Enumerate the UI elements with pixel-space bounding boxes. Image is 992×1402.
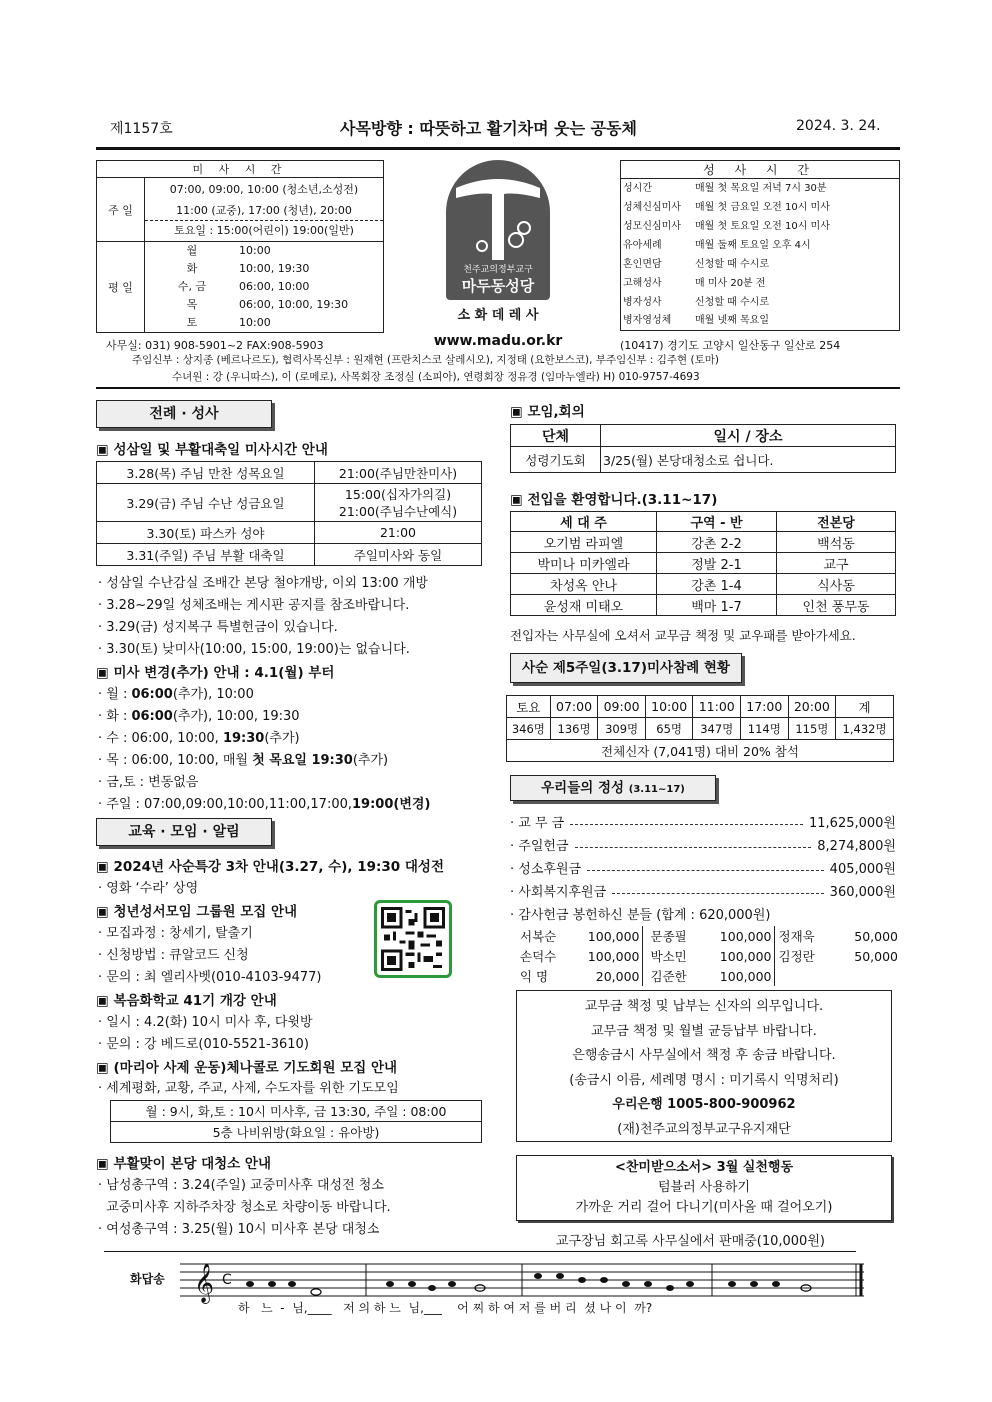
welcome-cell: 강촌 1-4 [657, 574, 777, 595]
sacrament-name: 성체신심미사 [623, 202, 681, 213]
offering-row: · 주일헌금 8,274,800원 [510, 835, 896, 854]
welcome-note: 전입자는 사무실에 오셔서 교무금 책정 및 교우패를 받아가세요. [510, 628, 856, 643]
mass-change-line: · 수 : 06:00, 10:00, 19:30(추가) [98, 731, 300, 746]
holyweek-note: · 3.28~29일 성체조배는 게시판 공지를 참조바랍니다. [98, 598, 410, 613]
weekday-time: 10:00 [239, 316, 271, 329]
weekday-time: 06:00, 10:00 [239, 280, 310, 293]
welcome-cell: 백마 1-7 [657, 595, 777, 616]
mass-change-line: · 주일 : 07:00,09:00,10:00,11:00,17:00,19:00(변경) [98, 797, 431, 812]
issue-number: 제1157호 [110, 121, 173, 137]
prayer-schedule: 월 : 9시, 화,토 : 10시 미사후, 금 13:30, 주일 : 08:00 [111, 1101, 482, 1122]
notice-box [516, 990, 892, 1142]
sacrament-time: 매월 첫 토요일 오전 10시 미사 [695, 221, 830, 232]
address: (10417) 경기도 고양시 일산동구 일산로 254 [620, 339, 841, 352]
welcome-header: 구역 - 반 [657, 512, 777, 532]
attendance-header: 17:00 [741, 696, 789, 718]
qr-code[interactable] [374, 900, 452, 978]
holyweek-day: 3.28(목) 주님 만찬 성목요일 [97, 462, 315, 484]
attendance-value: 115명 [788, 718, 836, 740]
donor-name: 김정란 [778, 949, 815, 964]
attendance-value: 114명 [741, 718, 789, 740]
donors-table [520, 926, 898, 986]
weekday-day: 토 [186, 316, 198, 329]
mass-change-line: · 월 : 06:00(추가), 10:00 [98, 687, 254, 702]
attendance-value: 65명 [645, 718, 693, 740]
staff-line: 수녀원 : 강 (우니따스), 이 (로메로), 사목회장 조정실 (소피아), 연령회장 정유경 (임마누엘라) H) 010-9757-4693 [172, 371, 700, 383]
sacrament-time: 매월 첫 금요일 오전 10시 미사 [695, 202, 830, 213]
patron-saint: 소 화 데 레 사 [457, 308, 539, 323]
weekday-day: 화 [186, 262, 198, 275]
sacrament-name: 유아세례 [623, 240, 662, 251]
thanks-title: · 감사헌금 봉헌하신 분들 (합계 : 620,000원) [510, 908, 771, 923]
mass-change-line: · 화 : 06:00(추가), 10:00, 19:30 [98, 709, 300, 724]
welcome-cell: 오기범 라피엘 [511, 532, 657, 553]
attendance-header: 계 [836, 696, 894, 718]
donor-name: 김준한 [650, 969, 687, 984]
welcome-cell: 교구 [777, 553, 896, 574]
school-line: · 문의 : 강 베드로(010-5521-3610) [98, 1037, 309, 1052]
mass-times-title: 미 사 시 간 [97, 161, 384, 178]
svg-text:𝄞: 𝄞 [194, 1263, 215, 1303]
sacrament-name: 성시간 [623, 183, 652, 194]
welcome-cell: 윤성재 미태오 [511, 595, 657, 616]
youth-line: · 문의 : 최 엘리사벳(010-4103-9477) [98, 970, 322, 985]
welcome-title: ▣ 전입을 환영합니다.(3.11~17) [510, 492, 718, 508]
meeting-info: 3/25(월) 본당대청소로 쉽니다. [601, 447, 896, 473]
meetings-header: 단체 [511, 425, 601, 447]
svg-text:C: C [222, 1272, 232, 1288]
weekday-day: 목 [186, 298, 198, 311]
sacrament-name: 병자영성체 [623, 315, 672, 326]
clean-title: ▣ 부활맞이 본당 대청소 안내 [96, 1156, 272, 1172]
sacrament-name: 병자성사 [623, 297, 662, 308]
issue-date: 2024. 3. 24. [796, 118, 881, 134]
diocese-name: 천주교의정부교구 [463, 265, 533, 275]
holyweek-note: · 3.29(금) 성지복구 특별헌금이 있습니다. [98, 620, 338, 635]
clergy-line: 주임신부 : 상지종 (베르나르도), 협력사목신부 : 원재현 (프란치스코 살레시오), 지정태 (요한보스코), 부주임신부 : 김주현 (토마) [132, 354, 719, 366]
mass-change-title: ▣ 미사 변경(추가) 안내 : 4.1(월) 부터 [96, 665, 335, 681]
donor-amount: 100,000 [570, 926, 642, 946]
donor-amount: 100,000 [698, 946, 774, 966]
parish-name: 마두동성당 [461, 277, 535, 295]
holyweek-time: 21:00(주님수난예식) [338, 503, 458, 519]
sacrament-time: 신청할 때 수시로 [695, 259, 769, 270]
donor-amount: 50,000 [854, 928, 898, 944]
welcome-header: 세 대 주 [511, 512, 657, 532]
holyweek-day: 3.30(토) 파스카 성야 [97, 522, 315, 544]
psalm-rule [104, 1251, 856, 1252]
sacraments-title: 성 사 시 간 [621, 161, 900, 179]
lecture-title: ▣ 2024년 사순특강 3차 안내(3.27, 수), 19:30 대성전 [96, 859, 444, 875]
sacrament-time: 매월 넷째 목요일 [695, 315, 769, 326]
attendance-header: 07:00 [550, 696, 598, 718]
holyweek-note: · 3.30(토) 낮미사(10:00, 15:00, 19:00)는 없습니다. [98, 642, 410, 657]
mass-change-line: · 목 : 06:00, 10:00, 매월 첫 목요일 19:30(추가) [98, 753, 389, 768]
lecture-line: · 영화 ‘수라’ 상영 [98, 881, 199, 896]
sunday-label: 주 일 [97, 178, 145, 242]
sacrament-name: 고해성사 [623, 278, 662, 289]
welcome-cell: 인천 풍무동 [777, 595, 896, 616]
holyweek-time: 21:00(주님만찬미사) [315, 462, 482, 484]
attendance-value: 309명 [598, 718, 646, 740]
sacrament-time: 매월 둘째 토요일 오후 4시 [695, 240, 811, 251]
holyweek-note: · 성삼일 수난감실 조배간 본당 철야개방, 이외 13:00 개방 [98, 576, 428, 591]
psalm-lyrics: 하 느 - 님,____ 저 의 하 느 님,___ 어 찌 하 여 저 를 버 리 셨 나 이 까? [238, 1301, 653, 1315]
attendance-value: 347명 [693, 718, 741, 740]
attendance-title: 사순 제5주일(3.17)미사참례 현황 [510, 653, 742, 683]
school-title: ▣ 복음화학교 41기 개강 안내 [96, 993, 277, 1009]
weekday-time: 10:00, 19:30 [239, 262, 310, 275]
holyweek-time: 주일미사와 동일 [315, 544, 482, 566]
donor-name: 익 명 [520, 969, 549, 984]
youth-line: · 신청방법 : 큐알코드 신청 [98, 948, 249, 963]
laudato-line: 가까운 거리 걸어 다니기(미사올 때 걸어오기) [575, 1200, 833, 1215]
meetings-title: ▣ 모임,회의 [510, 404, 585, 420]
contact-rule [96, 387, 900, 389]
sacrament-time: 매 미사 20분 전 [695, 278, 766, 289]
holyweek-day: 3.31(주일) 주님 부활 대축일 [97, 544, 315, 566]
prayer-location: 5층 나비위방(화요일 : 유아방) [111, 1122, 482, 1143]
attendance-header: 11:00 [693, 696, 741, 718]
donor-amount: 20,000 [570, 966, 642, 986]
sacrament-name: 성모신심미사 [623, 221, 681, 232]
prayer-box [110, 1100, 482, 1143]
attendance-header: 20:00 [788, 696, 836, 718]
donor-amount: 100,000 [698, 966, 774, 986]
motto: 사목방향 : 따뜻하고 활기차며 웃는 공동체 [340, 119, 638, 138]
parish-logo [446, 160, 550, 300]
weekday-time: 06:00, 10:00, 19:30 [239, 298, 349, 311]
weekday-day: 월 [186, 244, 198, 257]
laudato-title: <찬미받으소서> 3월 실천행동 [614, 1160, 794, 1175]
psalm-label: 화답송 [130, 1272, 165, 1286]
attendance-value: 346명 [507, 718, 551, 740]
donor-name: 문종필 [650, 929, 687, 944]
school-line: · 일시 : 4.2(화) 10시 미사 후, 다윗방 [98, 1015, 313, 1030]
attendance-header: 토요 [507, 696, 551, 718]
holyweek-title: ▣ 성삼일 및 부활대축일 미사시간 안내 [96, 442, 328, 458]
welcome-table [510, 511, 896, 616]
attendance-value: 136명 [550, 718, 598, 740]
prayer-line: · 세계평화, 교황, 주교, 사제, 수도자를 위한 기도모임 [98, 1081, 399, 1096]
holyweek-time: 15:00(십자가의길) [344, 486, 452, 502]
clean-line: · 남성총구역 : 3.24(주일) 교중미사후 대성전 청소 [98, 1178, 384, 1193]
notice-line: 교무금 책정 및 월별 균등납부 바랍니다. [591, 1023, 817, 1039]
welcome-cell: 차성옥 안나 [511, 574, 657, 595]
meeting-group: 성령기도회 [511, 447, 601, 473]
notice-line: 은행송금시 사무실에서 책정 후 송금 바랍니다. [572, 1048, 836, 1063]
holyweek-day: 3.29(금) 주님 수난 성금요일 [97, 484, 315, 522]
clean-line: · 여성총구역 : 3.25(월) 10시 미사후 본당 대청소 [98, 1222, 380, 1237]
welcome-cell: 강촌 2-2 [657, 532, 777, 553]
sacrament-name: 혼인면담 [623, 259, 662, 270]
donor-amount: 50,000 [854, 948, 898, 964]
welcome-cell: 식사동 [777, 574, 896, 595]
donor-name: 서복순 [520, 929, 557, 944]
donor-amount: 100,000 [698, 926, 774, 946]
sacrament-time: 매월 첫 목요일 저녁 7시 30분 [695, 183, 827, 194]
sunday-line: 07:00, 09:00, 10:00 (청소년,소성전) [169, 182, 359, 196]
office-contact: 사무실: 031) 908-5901~2 FAX:908-5903 [106, 339, 324, 352]
attendance-header: 10:00 [645, 696, 693, 718]
welcome-cell: 정발 2-1 [657, 553, 777, 574]
donor-amount: 100,000 [570, 946, 642, 966]
weekday-time: 10:00 [239, 244, 271, 257]
sacraments-table [620, 160, 900, 331]
holyweek-table [96, 461, 482, 566]
weekday-label: 평 일 [97, 242, 145, 333]
saturday-line: 토요일 : 15:00(어린이) 19:00(일반) [174, 223, 354, 237]
offering-row: · 사회복지후원금 360,000원 [510, 881, 896, 900]
welcome-cell: 박미나 미카엘라 [511, 553, 657, 574]
youth-line: · 모집과정 : 창세기, 탈출기 [98, 926, 253, 941]
offering-row: · 교 무 금 11,625,000원 [510, 812, 896, 831]
sunday-line: 11:00 (교중), 17:00 (청년), 20:00 [145, 200, 383, 221]
notice-line: 교무금 책정 및 납부는 신자의 의무입니다. [584, 999, 824, 1014]
youth-title: ▣ 청년성서모임 그룹원 모집 안내 [96, 904, 298, 920]
sacrament-time: 신청할 때 수시로 [695, 297, 769, 308]
liturgy-section-title: 전례 · 성사 [96, 400, 272, 428]
attendance-header: 09:00 [598, 696, 646, 718]
donor-name: 손덕수 [520, 949, 557, 964]
meetings-header: 일시 / 장소 [601, 425, 896, 447]
weekday-day: 수, 금 [177, 280, 207, 293]
notice-line: (송금시 이름, 세례명 명시 : 미기록시 익명처리) [569, 1072, 839, 1088]
attendance-summary: 전체신자 (7,041명) 대비 20% 참석 [507, 740, 894, 762]
laudato-box [516, 1155, 892, 1221]
holyweek-time: 21:00 [315, 522, 482, 544]
bank-account: 우리은행 1005-800-900962 [612, 1097, 796, 1112]
donor-name: 정재욱 [778, 929, 815, 944]
qr-code-icon [381, 907, 445, 971]
offerings-title: 우리들의 정성 (3.11~17) [510, 775, 716, 801]
header-rule [96, 147, 900, 150]
donor-name: 박소민 [650, 949, 687, 964]
laudato-line: 텀블러 사용하기 [657, 1180, 751, 1195]
attendance-value: 1,432명 [836, 718, 894, 740]
welcome-header: 전본당 [777, 512, 896, 532]
meetings-table [510, 424, 896, 473]
website: www.madu.or.kr [433, 333, 563, 349]
attendance-table [506, 695, 894, 762]
welcome-cell: 백석동 [777, 532, 896, 553]
clean-line: 교중미사후 지하주차장 청소로 차량이동 바랍니다. [98, 1200, 391, 1215]
offering-row: · 성소후원금 405,000원 [510, 858, 896, 877]
mass-change-line: · 금,토 : 변동없음 [98, 775, 199, 790]
foundation-name: (재)천주교의정부교구유지재단 [617, 1121, 791, 1137]
prayer-title: ▣ (마리아 사제 운동)체나콜로 기도회원 모집 안내 [96, 1060, 398, 1076]
mass-times-table [96, 160, 384, 333]
book-note: 교구장님 회고록 사무실에서 판매중(10,000원) [556, 1234, 825, 1249]
education-section-title: 교육 · 모임 · 알림 [96, 818, 272, 846]
